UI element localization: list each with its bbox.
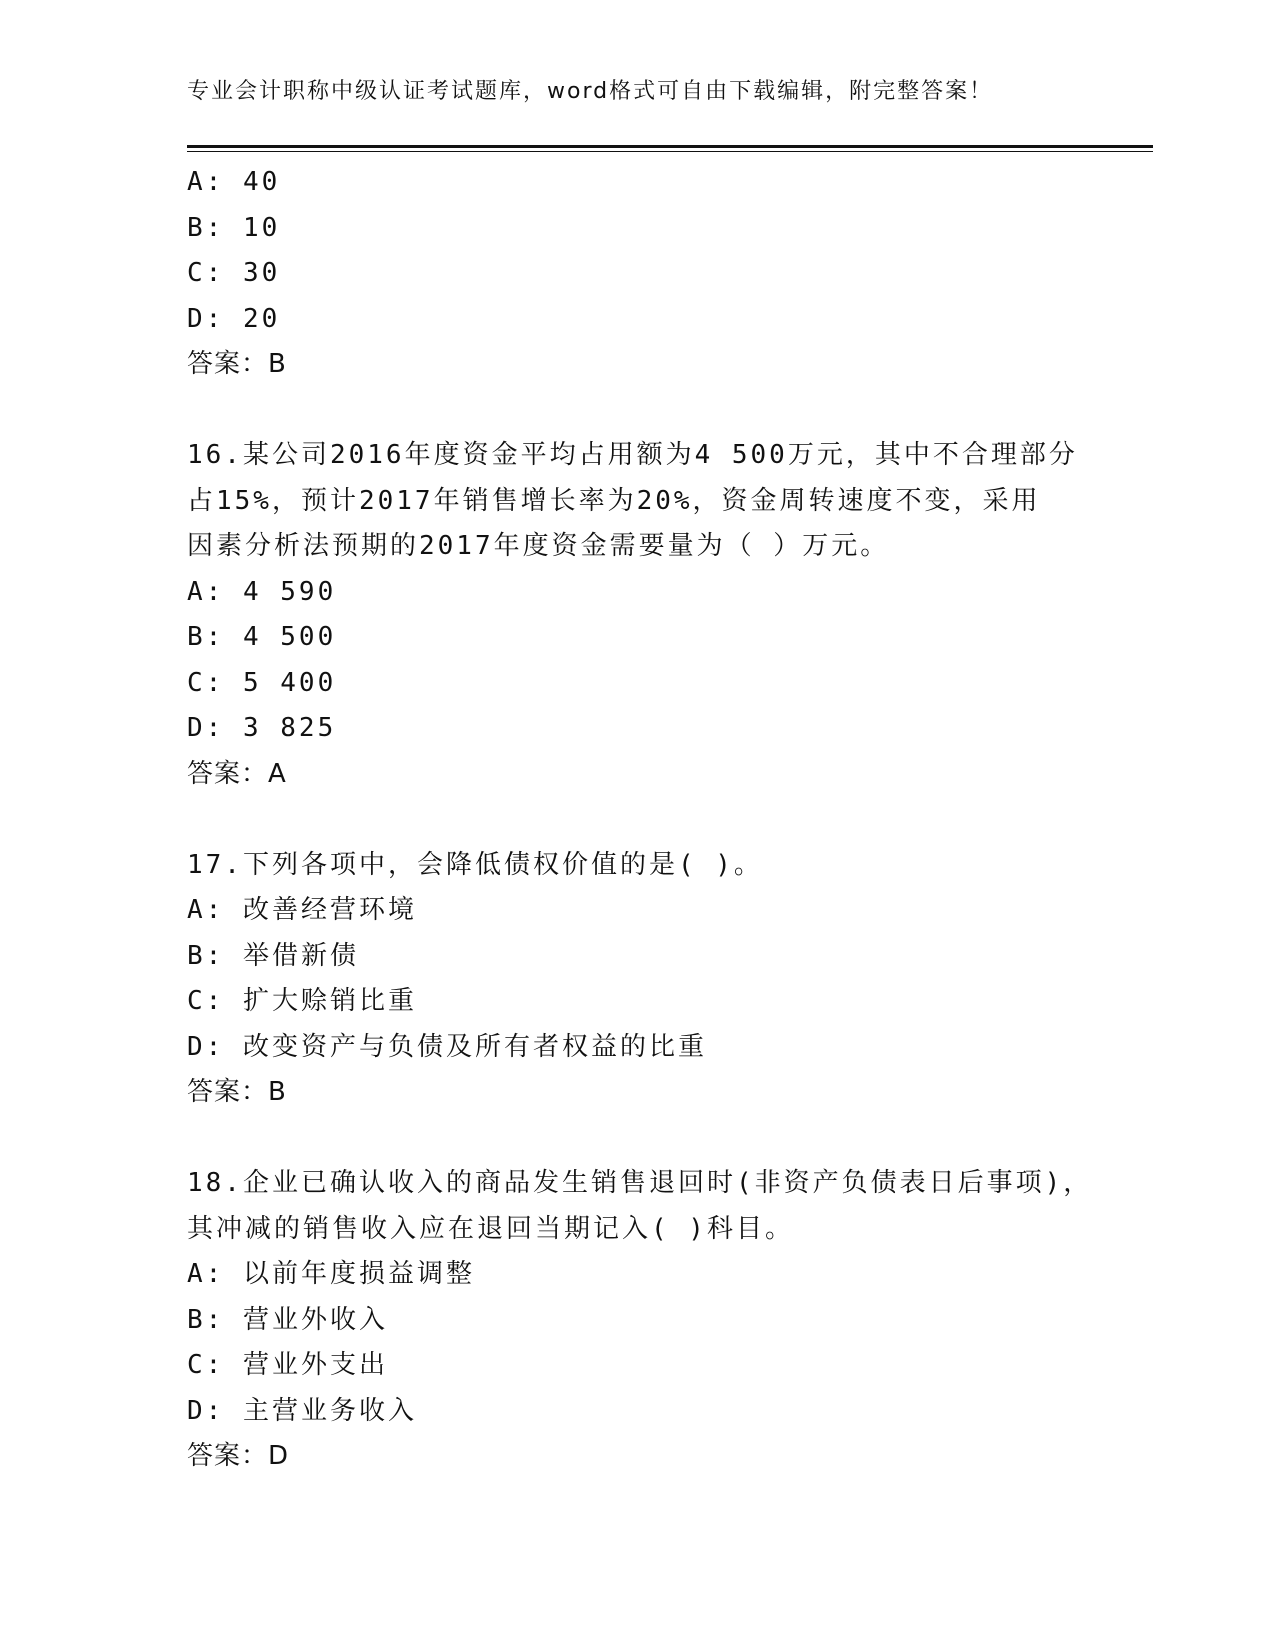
option-a: A: 以前年度损益调整 bbox=[187, 1259, 475, 1289]
option-a: A: 4 590 bbox=[187, 576, 337, 607]
question-stem: 17.下列各项中，会降低债权价值的是( )。 bbox=[187, 849, 763, 880]
answer: 答案：B bbox=[187, 1077, 287, 1107]
answer: 答案：B bbox=[187, 349, 287, 379]
option-b: B: 10 bbox=[187, 212, 281, 243]
question-18 bbox=[187, 1161, 1093, 1480]
spacer bbox=[187, 388, 1087, 434]
question-stem: 18.企业已确认收入的商品发生销售退回时(非资产负债表日后事项)， bbox=[187, 1168, 1093, 1198]
spacer bbox=[187, 1116, 1087, 1162]
page-header: 专业会计职称中级认证考试题库，word格式可自由下载编辑，附完整答案！ bbox=[187, 79, 994, 104]
option-b: B: 营业外收入 bbox=[187, 1304, 388, 1335]
option-c: C: 30 bbox=[187, 258, 281, 288]
answer: 答案：A bbox=[187, 758, 287, 789]
question-16 bbox=[187, 433, 1087, 797]
question-stem: 其冲减的销售收入应在退回当期记入( )科目。 bbox=[187, 1213, 794, 1244]
option-a: A: 40 bbox=[187, 167, 281, 197]
question-15 bbox=[187, 160, 1087, 388]
question-17 bbox=[187, 843, 1087, 1116]
option-a: A: 改善经营环境 bbox=[187, 895, 417, 925]
option-c: C: 扩大赊销比重 bbox=[187, 986, 417, 1016]
question-stem: 占15%，预计2017年销售增长率为20%，资金周转速度不变，采用 bbox=[187, 485, 1041, 516]
option-d: D: 主营业务收入 bbox=[187, 1395, 417, 1426]
option-c: C: 营业外支出 bbox=[187, 1350, 388, 1380]
option-c: C: 5 400 bbox=[187, 667, 337, 698]
option-d: D: 3 825 bbox=[187, 713, 337, 743]
header-rule-thick bbox=[187, 145, 1153, 148]
spacer bbox=[187, 797, 1087, 843]
document-body bbox=[187, 160, 1093, 1480]
option-d: D: 20 bbox=[187, 303, 281, 334]
answer: 答案：D bbox=[187, 1441, 290, 1471]
option-b: B: 4 500 bbox=[187, 622, 337, 652]
option-d: D: 改变资产与负债及所有者权益的比重 bbox=[187, 1031, 707, 1062]
question-stem: 16.某公司2016年度资金平均占用额为4 500万元，其中不合理部分 bbox=[187, 440, 1078, 470]
option-b: B: 举借新债 bbox=[187, 940, 359, 971]
header-rule-thin bbox=[187, 151, 1153, 152]
question-stem: 因素分析法预期的2017年度资金需要量为（ ）万元。 bbox=[187, 531, 890, 561]
